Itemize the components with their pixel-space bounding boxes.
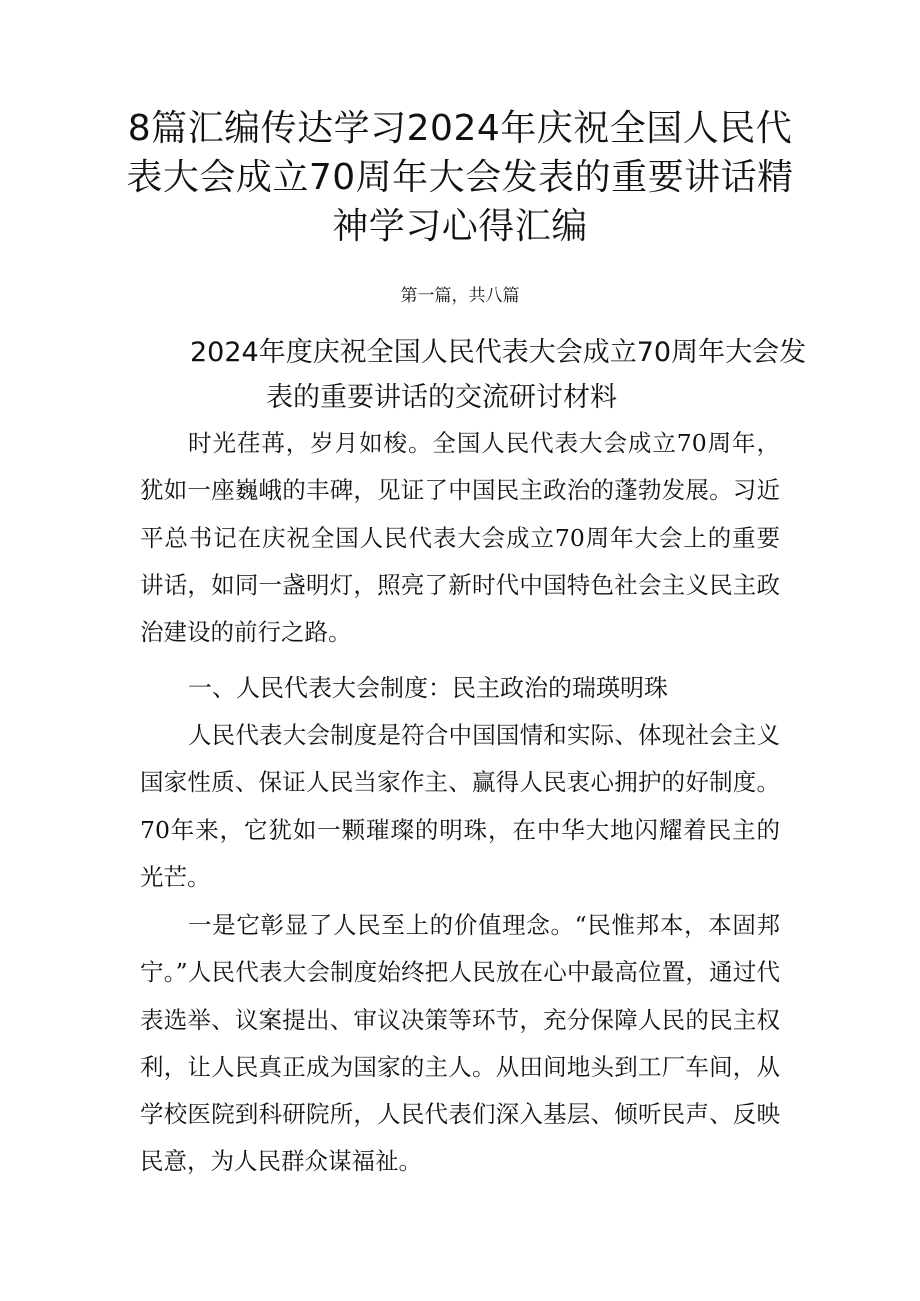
- section-heading: 一、人民代表大会制度：民主政治的瑞瑛明珠: [188, 674, 668, 702]
- article-title-line-1: 2024年度庆祝全国人民代表大会成立70周年大会发: [190, 337, 807, 368]
- paragraph-intro: 时光荏苒，岁月如梭。全国人民代表大会成立70周年，犹如一座巍峨的丰碑，见证了中国民主政治的蓬勃发展。习近平总书记在庆祝全国人民代表大会成立70周年大会上的重要讲话，如同一盏明灯，照亮了新时代中国特色社会主义民主政治建设的前行之路。: [140, 429, 780, 647]
- document-title-line-2: 表大会成立70周年大会发表的重要讲话精: [126, 157, 794, 198]
- article-title: [140, 330, 807, 420]
- document-title-line-1: 8篇汇编传达学习2024年庆祝全国人民代: [127, 108, 793, 149]
- document-title: [60, 104, 860, 251]
- paragraph-people-first: 一是它彰显了人民至上的价值理念。“民惟邦本，本固邦宁。”人民代表大会制度始终把人民放在心中最高位置，通过代表选举、议案提出、审议决策等环节，充分保障人民的民主权利，让人民真正成为国家的主人。从田间地头到工厂车间，从学校医院到科研院所，人民代表们深入基层、倾听民声、反映民意，为人民群众谋福祉。: [140, 911, 780, 1176]
- document-title-line-3: 神学习心得汇编: [332, 206, 588, 247]
- paragraph-system: 人民代表大会制度是符合中国国情和实际、体现社会主义国家性质、保证人民当家作主、赢得人民衷心拥护的好制度。70年来，它犹如一颗璀璨的明珠，在中华大地闪耀着民主的光芒。: [140, 721, 780, 891]
- part-indicator: 第一篇，共八篇: [400, 286, 520, 306]
- article-title-line-2: 表的重要讲话的交流研讨材料: [266, 382, 617, 413]
